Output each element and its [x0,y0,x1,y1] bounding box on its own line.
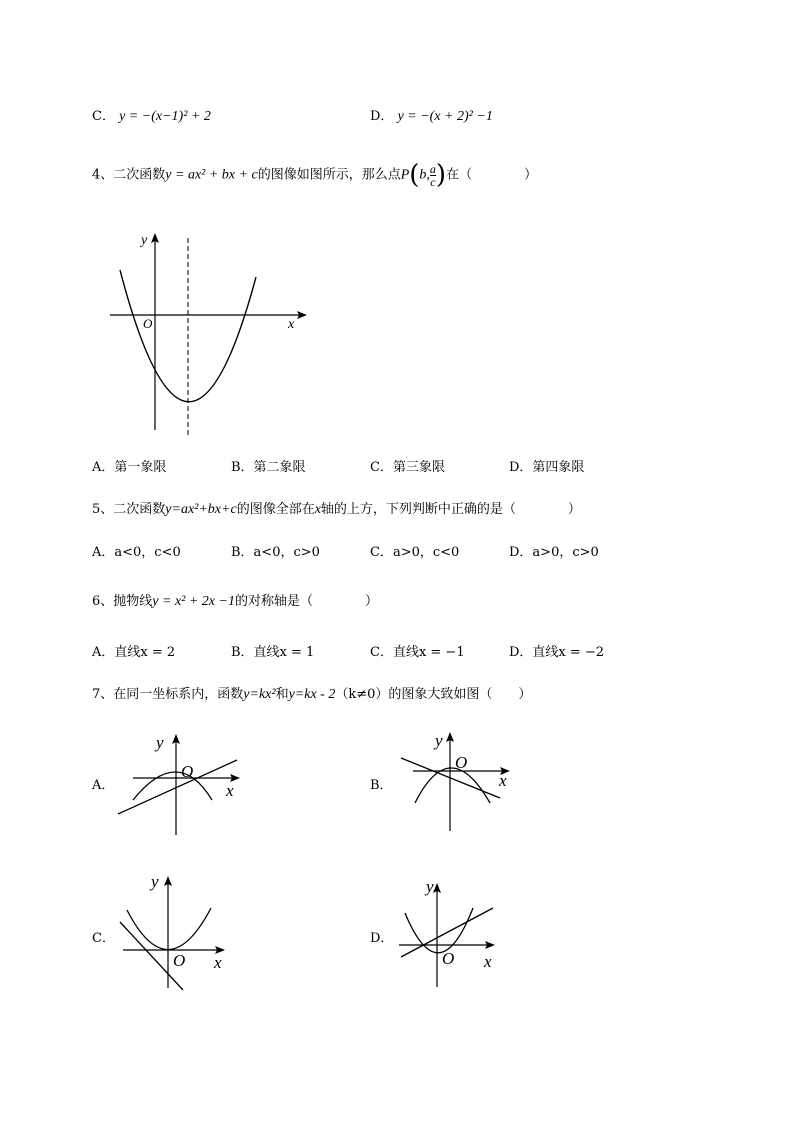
q7-prefix: 7、在同一坐标系内，函数 [92,687,244,702]
q6-prefix: 6、抛物线 [92,594,153,609]
y-label: y [141,233,148,248]
parabola-curve [415,768,490,803]
q5-suffix: 轴的上方，下列判断中正确的是（ ） [320,502,581,517]
q4-point: P [400,167,410,183]
q7-stem [92,685,531,705]
q7-graph-c [115,870,240,995]
origin-label: O [455,753,468,772]
y-label: y [156,733,164,752]
q4-option-b: B．第二象限 [231,460,306,475]
q4-coord-b: b, [419,167,430,183]
q5-option-a: A．a<0，c<0 [92,545,181,560]
q4-formula: y = ax² + bx + c [165,167,258,183]
option-label: D． [370,109,394,124]
origin-label: O [143,316,153,331]
y-label: y [151,872,159,891]
fraction-denominator: c [430,174,436,189]
q6-option-d: D．直线x = −2 [509,645,605,660]
q7-function-1: y=kx² [243,687,276,702]
q6-stem [92,592,378,612]
line-graph [118,760,237,814]
q7-option-b-label: B． [370,778,393,793]
q6-option-a: A．直线x = 2 [92,645,176,660]
q5-var-x: x [314,502,321,517]
option-expression: y = −(x + 2)² −1 [397,109,493,124]
origin-label: O [442,949,455,968]
q4-option-a: A．第一象限 [92,460,167,475]
q6-option-c: C．直线x = −1 [370,645,465,660]
q4-option-c: C．第三象限 [370,460,445,475]
option-expression: y = −(x−1)² + 2 [119,109,211,124]
q7-option-c-label: C． [92,931,115,946]
q4-middle: 的图像如图所示，那么点 [257,167,401,183]
q4-suffix: 在（ ） [446,167,538,183]
q7-suffix: 的图象大致如图（ ） [388,687,532,702]
q5-option-c: C．a>0，c<0 [370,545,460,560]
parabola-curve [405,908,473,953]
q7-option-d-label: D． [370,931,394,946]
q7-graph-b [395,728,525,838]
q4-parabola-graph [105,230,315,440]
q7-condition: （k≠0） [335,687,389,702]
q4-option-d: D．第四象限 [509,460,585,475]
q5-option-b: B．a<0，c>0 [231,545,320,560]
x-label: x [226,781,234,800]
q5-stem [92,500,581,520]
q4-prefix: 4、二次函数 [92,167,166,183]
q7-graph-d [393,875,513,995]
q6-option-b: B．直线x = 1 [231,645,315,660]
q7-option-a-label: A． [92,778,115,793]
q5-middle: 的图像全部在 [236,502,315,517]
origin-label: O [173,951,186,970]
q5-formula: y=ax²+bx+c [165,502,237,517]
option-label: C． [92,109,115,124]
q7-function-2: y=kx - 2 [288,687,336,702]
q7-and: 和 [275,687,289,702]
fraction-numerator: a [429,161,436,176]
y-label: y [435,731,443,750]
q3-option-d [370,107,493,127]
origin-label: O [181,762,194,781]
q5-prefix: 5、二次函数 [92,502,166,517]
x-label: x [288,317,295,332]
x-label: x [484,952,492,971]
q7-graph-a [115,730,245,840]
q5-option-d: D．a>0，c>0 [509,545,599,560]
x-label: x [214,953,222,972]
q4-stem: 4、二次函数y = ax² + bx + c的图像如图所示，那么点P(b, $\frac{a}{c}$ )在（ ） [92,160,538,190]
q6-suffix: 的对称轴是（ ） [234,594,378,609]
q6-formula: y = x² + 2x −1 [152,594,235,609]
x-label: x [499,771,507,790]
q3-option-c [92,107,211,127]
y-label: y [426,877,434,896]
